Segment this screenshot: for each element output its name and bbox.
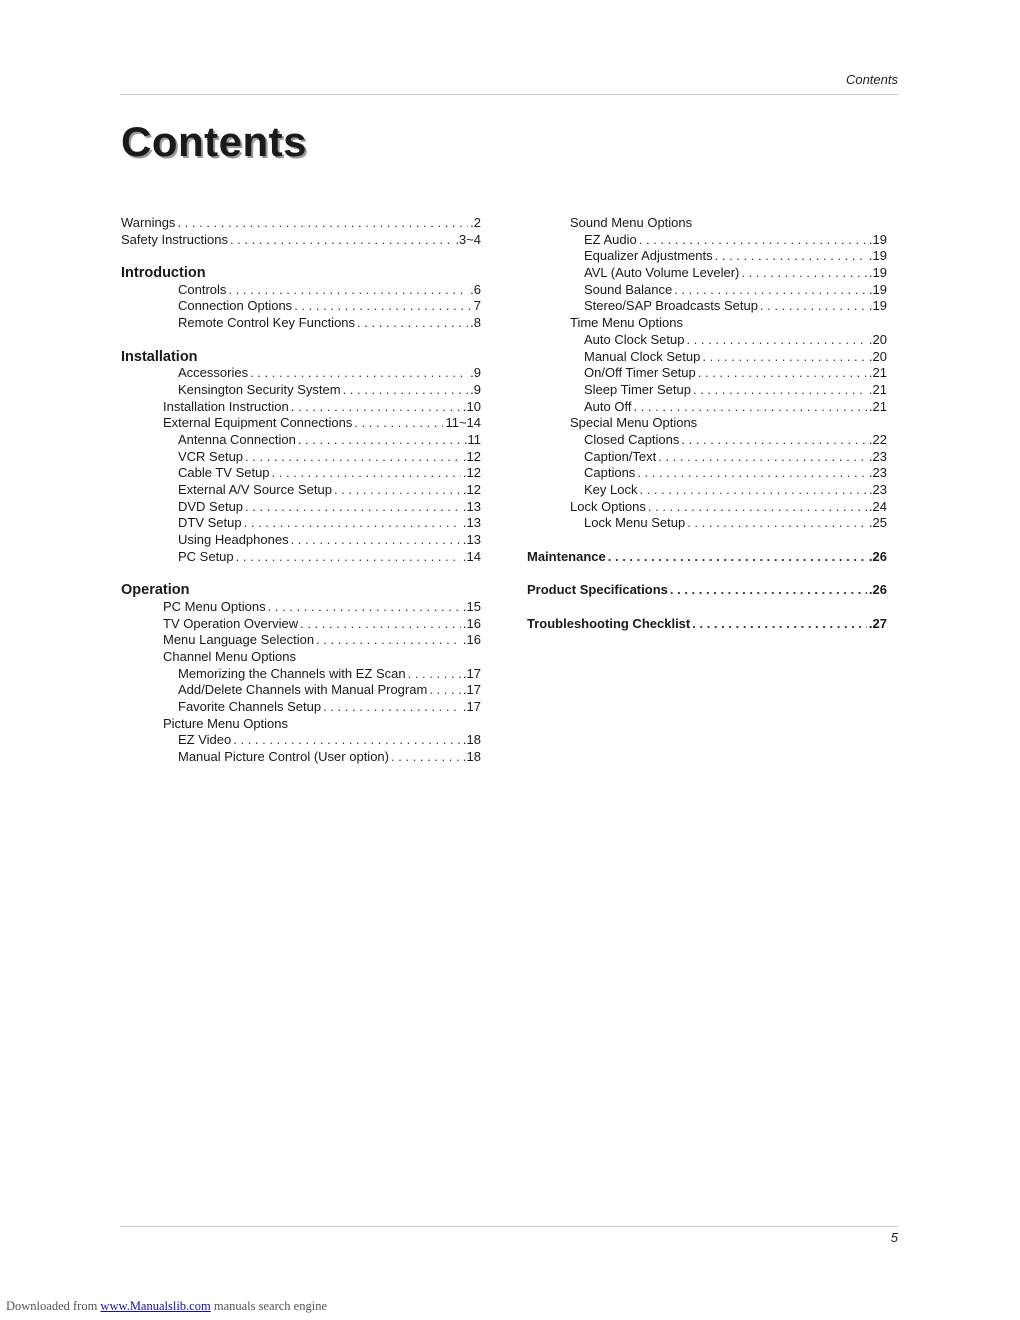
toc-entry[interactable]: Add/Delete Channels with Manual Program . . . .17	[121, 682, 481, 699]
toc-entry[interactable]: DVD Setup . . . .13	[121, 499, 481, 516]
section-heading-operation: Operation	[121, 582, 190, 599]
toc-entry[interactable]: EZ Video . . . .18	[121, 732, 481, 749]
toc-entry[interactable]: Using Headphones . . . .13	[121, 532, 481, 549]
toc-entry[interactable]: External A/V Source Setup . . . .12	[121, 482, 481, 499]
toc-entry[interactable]: Stereo/SAP Broadcasts Setup . . . .19	[527, 298, 887, 315]
toc-section-product-specifications[interactable]: Product Specifications . . . .26	[527, 582, 887, 599]
toc-entry[interactable]: Kensington Security System . . . .9	[121, 382, 481, 399]
toc-entry[interactable]: DTV Setup . . . .13	[121, 515, 481, 532]
footer-suffix: manuals search engine	[213, 1299, 327, 1313]
page-title: Contents	[121, 118, 307, 165]
toc-entry[interactable]: Warnings . . . .2	[121, 215, 481, 232]
toc-entry[interactable]: EZ Audio . . . .19	[527, 232, 887, 249]
toc-entry[interactable]: PC Setup . . . .14	[121, 549, 481, 566]
footer-rule	[120, 1226, 898, 1227]
toc-section-troubleshooting-checklist[interactable]: Troubleshooting Checklist . . . .27	[527, 616, 887, 633]
toc-entry[interactable]: Cable TV Setup . . . .12	[121, 465, 481, 482]
page-number: 5	[890, 1230, 898, 1245]
toc-entry[interactable]: Lock Menu Setup . . . .25	[527, 515, 887, 532]
toc-left-column	[121, 215, 481, 766]
toc-entry[interactable]: Closed Captions . . . .22	[527, 432, 887, 449]
toc-entry[interactable]: AVL (Auto Volume Leveler) . . . .19	[527, 265, 887, 282]
toc-entry[interactable]: PC Menu Options . . . .15	[121, 599, 481, 616]
toc-entry[interactable]: Key Lock . . . .23	[527, 482, 887, 499]
toc-right-column	[527, 215, 887, 632]
toc-subheading: Picture Menu Options	[163, 715, 289, 731]
manualslib-link[interactable]: www.Manualslib.com	[100, 1299, 211, 1313]
toc-entry[interactable]: Antenna Connection . . . .11	[121, 432, 481, 449]
toc-entry[interactable]: External Equipment Connections . . . 11~14	[121, 415, 481, 432]
toc-entry[interactable]: Menu Language Selection . . . .16	[121, 632, 481, 649]
toc-subheading: Time Menu Options	[570, 315, 683, 331]
toc-entry[interactable]: Auto Off . . . .21	[527, 399, 887, 416]
toc-entry[interactable]: Lock Options . . . .24	[527, 499, 887, 516]
toc-entry[interactable]: VCR Setup . . . .12	[121, 449, 481, 466]
toc-subheading: Special Menu Options	[570, 415, 698, 431]
section-heading-introduction: Introduction	[121, 265, 206, 282]
toc-entry[interactable]: Controls . . . .6	[121, 282, 481, 299]
toc-entry[interactable]: Caption/Text . . . .23	[527, 449, 887, 466]
toc-section-maintenance[interactable]: Maintenance . . . .26	[527, 549, 887, 566]
toc-entry[interactable]: Memorizing the Channels with EZ Scan . . . .17	[121, 666, 481, 683]
toc-entry[interactable]: Manual Picture Control (User option) . . . .18	[121, 749, 481, 766]
section-heading-installation: Installation	[121, 348, 198, 365]
toc-entry[interactable]: On/Off Timer Setup . . . .21	[527, 365, 887, 382]
toc-subheading: Channel Menu Options	[163, 648, 296, 664]
toc-entry[interactable]: Remote Control Key Functions . . . .8	[121, 315, 481, 332]
toc-entry[interactable]: Sleep Timer Setup . . . .21	[527, 382, 887, 399]
toc-entry[interactable]: Manual Clock Setup . . . .20	[527, 349, 887, 366]
toc-entry[interactable]: Equalizer Adjustments . . . .19	[527, 248, 887, 265]
toc-entry[interactable]: TV Operation Overview . . . .16	[121, 616, 481, 633]
download-footer	[6, 1299, 327, 1314]
running-header: Contents	[845, 72, 898, 87]
header-rule	[120, 94, 898, 95]
toc-subheading: Sound Menu Options	[570, 215, 693, 230]
toc-entry[interactable]: Installation Instruction . . . .10	[121, 399, 481, 416]
toc-entry[interactable]: Safety Instructions . . . .3~4	[121, 232, 481, 249]
toc-entry[interactable]: Accessories . . . .9	[121, 365, 481, 382]
footer-prefix: Downloaded from	[6, 1299, 98, 1313]
toc-entry[interactable]: Connection Options . . . 7	[121, 298, 481, 315]
toc-entry[interactable]: Sound Balance . . . .19	[527, 282, 887, 299]
toc-entry[interactable]: Favorite Channels Setup . . . .17	[121, 699, 481, 716]
toc-entry[interactable]: Auto Clock Setup . . . .20	[527, 332, 887, 349]
toc-entry[interactable]: Captions . . . .23	[527, 465, 887, 482]
